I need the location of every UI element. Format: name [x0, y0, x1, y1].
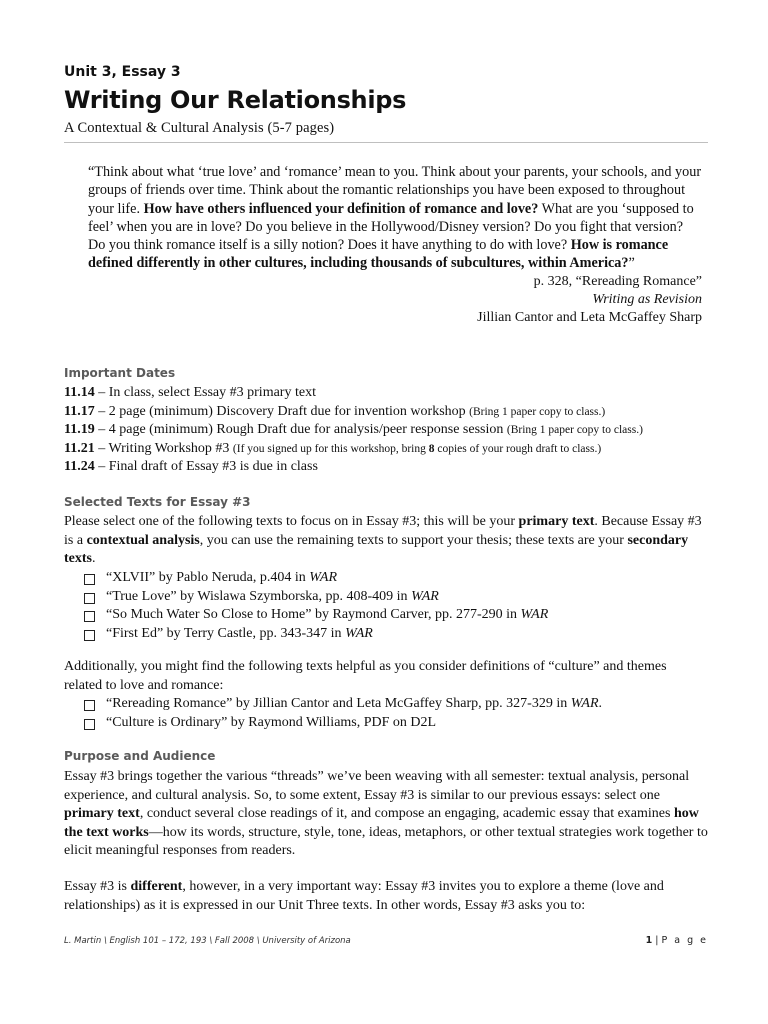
- checkbox-icon: [84, 630, 95, 641]
- copy-count: 8: [428, 442, 435, 455]
- page-title: Writing Our Relationships: [64, 86, 407, 114]
- paragraph-segment: , conduct several close readings of it, and compose an engaging, academic essay that examines: [139, 806, 674, 821]
- date-item: [64, 384, 714, 403]
- list-item: [84, 625, 704, 644]
- page-number: 1 | P a g e: [645, 935, 708, 946]
- title-divider: [64, 142, 708, 143]
- important-dates-heading: Important Dates: [64, 366, 176, 380]
- supporting-text-options: [84, 695, 704, 732]
- purpose-paragraph-2: [64, 878, 708, 915]
- date-value: 11.24: [64, 459, 95, 474]
- quote-attribution-authors: Jillian Cantor and Leta McGaffey Sharp: [477, 310, 702, 326]
- purpose-heading: Purpose and Audience: [64, 749, 216, 763]
- list-item-source: WAR: [411, 588, 439, 604]
- list-item-tail: .: [598, 696, 603, 711]
- intro-bold: contextual analysis: [86, 532, 200, 548]
- quote-attribution-book: Writing as Revision: [592, 292, 702, 308]
- quote-text: [88, 163, 702, 273]
- paragraph-segment: , however, in a very important way: Essay #3 invites you to explore a theme (love and relationships) as it is expressed in our Unit Three texts. In other words, Essay #3 asks you to:: [64, 879, 664, 913]
- list-item-text: “XLVII” by Pablo Neruda, p.404 in: [106, 570, 310, 585]
- list-item: [84, 588, 704, 607]
- date-note: (Bring 1 paper copy to class.): [469, 405, 606, 418]
- checkbox-icon: [84, 719, 95, 730]
- intro-bold: secondary texts: [64, 532, 689, 566]
- intro-bold: primary text: [518, 514, 595, 529]
- list-item-source: WAR: [309, 570, 338, 585]
- date-item: [64, 421, 714, 440]
- date-item: [64, 440, 714, 459]
- checkbox-icon: [84, 700, 95, 711]
- document-page: [64, 0, 708, 1024]
- list-item-source: WAR: [520, 607, 549, 622]
- paragraph-bold: how the text works: [64, 806, 699, 840]
- additional-texts-intro: Additionally, you might find the following texts helpful as you consider definitions of “culture” and themes related to love and romance:: [64, 659, 667, 693]
- page-subtitle: A Contextual & Cultural Analysis (5-7 pages): [64, 120, 335, 136]
- intro-segment: , you can use the remaining texts to support your thesis; these texts are your: [199, 532, 628, 548]
- quote-segment: “Think about what ‘true love’ and ‘romance’ mean to you. Think about your parents, your schools, and your groups of friends over time. Think about the romantic relationships you have been exposed to throughout your life.: [88, 164, 702, 217]
- purpose-paragraph-1: [64, 768, 708, 861]
- paragraph-bold: different: [130, 879, 183, 894]
- date-text: – 4 page (minimum) Rough Draft due for analysis/peer response session: [94, 422, 507, 437]
- date-value: 11.19: [64, 422, 95, 437]
- list-item-text: “So Much Water So Close to Home” by Raymond Carver, pp. 277-290 in: [106, 607, 521, 622]
- page-number-value: 1: [645, 935, 653, 946]
- checkbox-icon: [84, 574, 95, 585]
- page-word: P a g e: [661, 935, 708, 946]
- quote-segment: ”: [628, 255, 635, 272]
- list-item-source: WAR: [570, 696, 599, 711]
- checkbox-icon: [84, 593, 95, 604]
- paragraph-bold: primary text: [64, 806, 140, 821]
- selected-texts-intro: [64, 513, 708, 569]
- date-text: – 2 page (minimum) Discovery Draft due for invention workshop: [94, 403, 470, 419]
- list-item: [84, 569, 704, 588]
- list-item-text: “True Love” by Wislawa Szymborska, pp. 408-409 in: [106, 588, 412, 604]
- important-dates-list: [64, 384, 714, 477]
- list-item-text: “First Ed” by Terry Castle, pp. 343-347 in: [106, 625, 346, 641]
- date-text: – Final draft of Essay #3 is due in class: [94, 459, 318, 474]
- intro-segment: .: [92, 551, 96, 566]
- date-item: [64, 403, 714, 422]
- list-item: [84, 714, 704, 733]
- quote-segment: What are you ‘supposed to feel’ when you are in love? Do you believe in the Hollywood/Disney version? Do you fight that version? Do you think romance itself is a silly notion? Does it have anything to do with love?: [88, 200, 694, 254]
- primary-text-options: [84, 569, 704, 643]
- date-value: 11.21: [64, 440, 95, 456]
- date-note: (If you signed up for this workshop, bring 8 copies of your rough draft to class.): [232, 442, 602, 455]
- date-note: (Bring 1 paper copy to class.): [506, 424, 643, 436]
- quote-bold-segment: How is romance defined differently in other cultures, including thousands of subcultures, within America?: [88, 237, 669, 272]
- paragraph-segment: Essay #3 is: [64, 879, 131, 894]
- date-value: 11.17: [64, 403, 95, 419]
- date-text: – Writing Workshop #3: [94, 440, 233, 456]
- selected-texts-heading: Selected Texts for Essay #3: [64, 495, 251, 509]
- date-text: – In class, select Essay #3 primary text: [94, 385, 316, 400]
- list-item-source: WAR: [345, 625, 373, 641]
- paragraph-segment: —how its words, structure, style, tone, ideas, metaphors, or other textual strategies work together to elicit meaningful responses from readers.: [64, 824, 708, 858]
- quote-bold-segment: How have others influenced your definition of romance and love?: [143, 200, 539, 217]
- list-item: [84, 606, 704, 625]
- quote-attribution-page: p. 328, “Rereading Romance”: [533, 273, 702, 289]
- intro-segment: . Because Essay #3 is a: [64, 514, 702, 548]
- unit-label: Unit 3, Essay 3: [64, 64, 181, 80]
- list-item: [84, 695, 704, 714]
- checkbox-icon: [84, 611, 95, 622]
- list-item-text: “Culture is Ordinary” by Raymond Williams, PDF on D2L: [106, 714, 437, 730]
- list-item-text: “Rereading Romance” by Jillian Cantor and Leta McGaffey Sharp, pp. 327-329 in: [106, 696, 571, 711]
- paragraph-segment: Essay #3 brings together the various “threads” we’ve been weaving with all semester: textual analysis, personal experience, and cultural analysis. So, to some extent, Essay #3 is similar to our previous essays: select one: [64, 769, 690, 803]
- epigraph-quote: [88, 163, 702, 328]
- date-item: [64, 458, 714, 477]
- intro-segment: Please select one of the following texts to focus on in Essay #3; this will be your: [64, 514, 519, 529]
- page-footer: L. Martin \ English 101 – 172, 193 \ Fall 2008 \ University of Arizona: [64, 936, 351, 946]
- date-value: 11.14: [64, 385, 95, 400]
